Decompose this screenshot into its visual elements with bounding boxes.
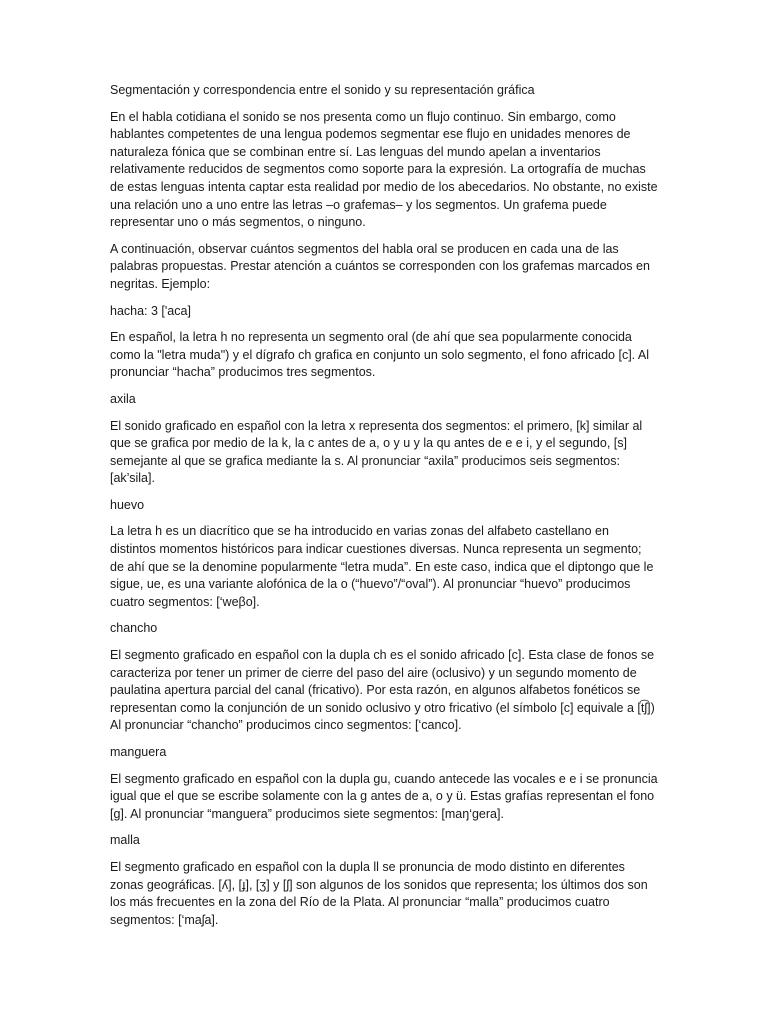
entry-heading-chancho: chancho [110,621,158,636]
example-heading: hacha: 3 ['aca] [110,303,191,318]
intro-paragraph: En el habla cotidiana el sonido se nos presenta como un flujo continuo. Sin embargo, como hablantes competentes de una lengua podemos segmentar ese flujo en unidades menores de naturaleza fónica que se combinan entre sí. Las lenguas del mundo apelan a inventarios relativamente reducidos de segmentos como soporte para la expresión. La ortografía de muchas de estas lenguas intenta captar esta realidad por medio de los abecedarios. No obstante, no existe una relación uno a uno entre las letras –o grafemas– y los segmentos. Un grafema puede representar uno o más segmentos, o ninguno. [110,109,658,230]
entry-heading-manguera: manguera [110,745,167,759]
document-title: Segmentación y correspondencia entre el sonido y su representación gráfica [110,83,535,97]
entry-paragraph-chancho: El segmento graficado en español con la dupla ch es el sonido africado [c]. Esta clase de fonos se caracteriza por tener un primer de cierre del paso del aire (oclusivo) y un segundo momento de paulatina apertura parcial del canal (fricativo). Por esta razón, en algunos alfabetos fonéticos se representan como la conjunción de un sonido oclusivo y otro fricativo (el símbolo [c] equivale a [t͡ʃ]) Al pronunciar “chancho” producimos cinco segmentos: [‘canco]. [110,648,655,733]
entry-paragraph-manguera: El segmento graficado en español con la dupla gu, cuando antecede las vocales e e i se pronuncia igual que el que se escribe solamente con la g antes de a, o y ü. Estas grafías representan el fono [g]. Al pronunciar “manguera” producimos siete segmentos: [maŋ‘gera]. [110,771,658,821]
entry-heading-axila: axila [110,391,136,406]
entry-heading-malla: malla [110,833,140,848]
entry-paragraph-huevo: La letra h es un diacrítico que se ha introducido en varias zonas del alfabeto castellano en distintos momentos históricos para indicar cuestiones diversas. Nunca representa un segmento; de ahí que se la denomine popularmente “letra muda”. En este caso, indica que el diptongo que le sigue, ue, es una variante alofónica de la o (“huevo”/“oval”). Al pronunciar “huevo” producimos cuatro segmentos: [‘weβo]. [110,524,654,609]
example-paragraph: En español, la letra h no representa un segmento oral (de ahí que sea popularmente conocida como la "letra muda") y el dígrafo ch grafica en conjunto un solo segmento, el fono africado [c]. Al pronunciar “hacha” producimos tres segmentos. [110,330,650,380]
document-page [110,82,658,938]
entry-paragraph-malla: El segmento graficado en español con la dupla ll se pronuncia de modo distinto en diferentes zonas geográficas. [ʎ], [ɟ], [ʒ] y [ʃ] son algunos de los sonidos que representa; los últimos dos son los más frecuentes en la zona del Río de la Plata. Al pronunciar “malla” producimos cuatro segmentos: [‘maʃa]. [110,859,648,927]
instructions-paragraph: A continuación, observar cuántos segmentos del habla oral se producen en cada una de las palabras propuestas. Prestar atención a cuántos se corresponden con los grafemas marcados en negritas. Ejemplo: [110,241,650,291]
entry-heading-huevo: huevo [110,497,145,512]
entry-paragraph-axila: El sonido graficado en español con la letra x representa dos segmentos: el primero, [k] similar al que se grafica por medio de la k, la c antes de a, o y u y la qu antes de e e i, y el segundo, [s] semejante al que se grafica mediante la s. Al pronunciar “axila” producimos seis segmentos: [ak’sila]. [110,418,643,486]
